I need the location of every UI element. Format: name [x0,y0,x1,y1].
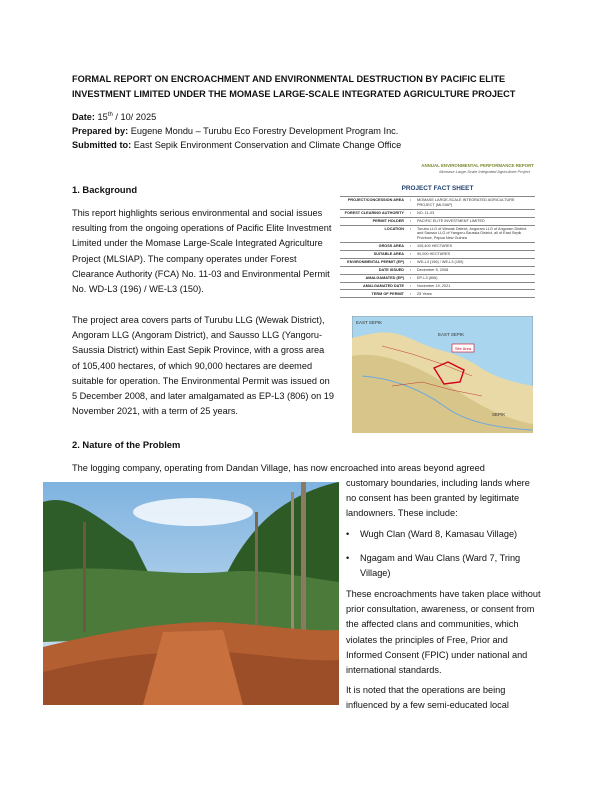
problem-paragraph-2: It is noted that the operations are being influenced by a few semi-educated local [346,685,509,711]
list-item: • Ngagam and Wau Clans (Ward 7, Tring Village) [346,551,542,581]
submitted-line [72,138,401,152]
background-paragraph-2: The project area covers parts of Turubu LLG (Wewak District), Angoram LLG (Angoram District), and Sausso LLG (Yangoru-Saussia District) within East Sepik Province, with a gross area of 105,400 hectares, of which 90,000 hectares are deemed suitable for operation. The Environmental Permit was issued on 5 December 2008, and later amalgamated as EP-L3 (806) on 19 November 2021, with a term of 25 years. [72,315,335,417]
prepared-value: Eugene Mondu – Turubu Eco Forestry Development Program Inc. [128,126,399,136]
list-item: • Wugh Clan (Ward 8, Kamasau Village) [346,527,542,542]
section-1-heading: 1. Background [72,184,138,195]
map-site-label: Site Area [454,346,472,351]
table-row: PERMIT HOLDER : PACIFIC ELITE INVESTMENT LIMITED [340,217,535,225]
problem-intro-continued: customary boundaries, including lands where no consent has been granted by legitimate landowners. These include: [346,478,530,519]
submitted-value: East Sepik Environment Conservation and Climate Change Office [131,140,402,150]
report-title: FORMAL REPORT ON ENCROACHMENT AND ENVIRONMENTAL DESTRUCTION BY PACIFIC ELITE INVESTMENT LIMITED UNDER THE MOMASE LARGE-SCALE INTEGRATED AGRICULTURE PROJECT [72,74,516,99]
table-row: LOCATION : Turubu LLG of Wewak District, Angoram LLG of Angoram District, and Sausso LLG of Yangoru-Saussia District, all of East Sepik Province, Papua New Guinea [340,225,535,242]
fact-sheet-header: ANNUAL ENVIRONMENTAL PERFORMANCE REPORT [421,163,534,168]
fact-sheet-title: PROJECT FACT SHEET [401,185,474,192]
date-day: 15 [97,112,108,122]
fact-sheet-subheader: Momase Large-Scale Integrated Agriculture Project [439,169,530,174]
date-label: Date: [72,112,95,122]
date-rest: / 10/ 2025 [112,112,157,122]
affected-clans-list [346,527,542,582]
fact-sheet-table [340,196,535,298]
date-line [72,110,156,124]
map-label-bottom: SEPIK [492,412,506,417]
table-row: AMALGAMATED (EP) : EP-L3 (806) [340,274,535,282]
problem-intro: The logging company, operating from Dandan Village, has now encroached into areas beyond agreed [72,463,485,473]
map-label-top: EAST SEPIK [438,332,465,337]
project-location-map [352,316,533,433]
date-suffix: th [107,111,113,118]
table-row: GROSS AREA : 105,400 HECTARES [340,242,535,250]
map-label-left: EAST SEPIK [356,320,383,325]
section-2-heading: 2. Nature of the Problem [72,439,181,450]
prepared-line [72,124,398,138]
table-row: AMALGAMATED DATE : November 19, 2021 [340,282,535,290]
background-paragraph-1: This report highlights serious environmental and social issues resulting from the ongoing operations of Pacific Elite Investment Limited under the Momase Large-Scale Integrated Agriculture Project (MLSIAP). The company operates under Forest Clearance Authority (FCA) No. 11-03 and Environmental Permit No. WD-L3 (196) / WE-L3 (150). [72,208,332,295]
table-row: FOREST CLEARING AUTHORITY : NO. 11-03 [340,209,535,217]
table-row: TERM OF PERMIT : 25 Years [340,290,535,298]
problem-paragraph-1: These encroachments have taken place without prior consultation, awareness, or consent from the affected clans and communities, which violates the principles of Free, Prior and Informed Consent (FPIC) under national and international standards. [346,589,541,676]
table-row: DATE ISSUED : December 5, 2008 [340,266,535,274]
prepared-label: Prepared by: [72,126,129,136]
cleared-land-photo [43,482,339,705]
table-row: PROJECT/CONCESSION AREA : MOMASE LARGE-SCALE INTEGRATED AGRICULTURE PROJECT (MLSIAP) [340,197,535,210]
table-row: ENVIRONMENTAL PERMIT (EP) : WD-L3 (196) / WE-L3 (150) [340,258,535,266]
table-row: SUITABLE AREA : 90,000 HECTARES [340,250,535,258]
submitted-label: Submitted to: [72,140,132,150]
